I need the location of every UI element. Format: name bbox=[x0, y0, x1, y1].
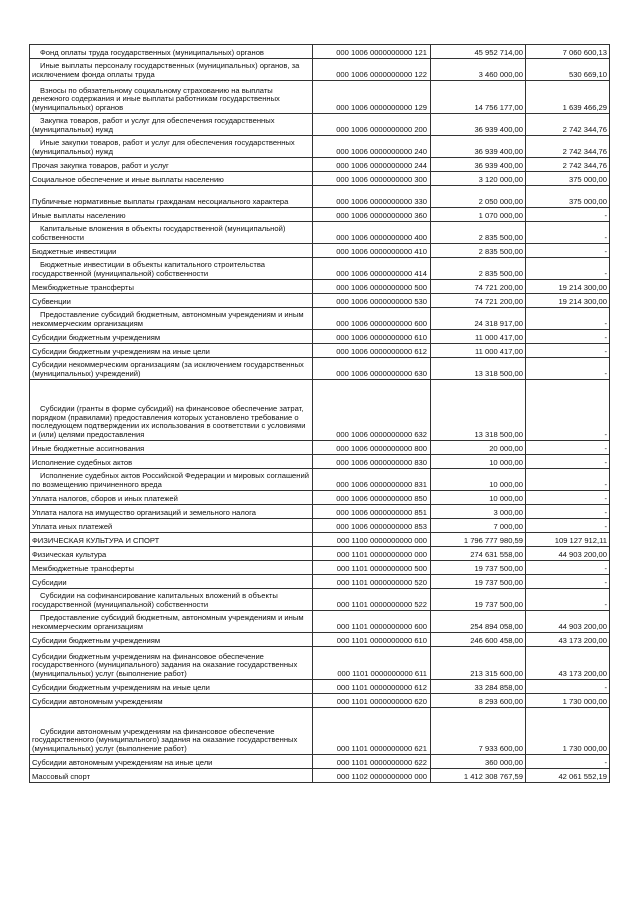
budget-code-cell: 000 1100 0000000000 000 bbox=[313, 533, 431, 547]
table-row bbox=[30, 575, 610, 589]
approved-amount-cell: 213 315 600,00 bbox=[431, 647, 526, 680]
budget-code-cell: 000 1101 0000000000 610 bbox=[313, 633, 431, 647]
row-name-cell: Межбюджетные трансферты bbox=[30, 561, 313, 575]
table-row bbox=[30, 455, 610, 469]
approved-amount-cell: 2 835 500,00 bbox=[431, 258, 526, 280]
table-row bbox=[30, 769, 610, 783]
executed-amount-cell: 19 214 300,00 bbox=[526, 280, 610, 294]
approved-amount-cell: 14 756 177,00 bbox=[431, 81, 526, 114]
budget-expenditure-table bbox=[29, 44, 610, 783]
budget-code-cell: 000 1006 0000000000 414 bbox=[313, 258, 431, 280]
executed-amount-cell: - bbox=[526, 308, 610, 330]
approved-amount-cell: 2 050 000,00 bbox=[431, 186, 526, 208]
table-row bbox=[30, 547, 610, 561]
budget-code-cell: 000 1006 0000000000 129 bbox=[313, 81, 431, 114]
table-row bbox=[30, 611, 610, 633]
row-name-cell: Прочая закупка товаров, работ и услуг bbox=[30, 158, 313, 172]
table-row bbox=[30, 222, 610, 244]
executed-amount-cell: - bbox=[526, 469, 610, 491]
approved-amount-cell: 1 412 308 767,59 bbox=[431, 769, 526, 783]
approved-amount-cell: 36 939 400,00 bbox=[431, 136, 526, 158]
executed-amount-cell: - bbox=[526, 330, 610, 344]
budget-code-cell: 000 1006 0000000000 853 bbox=[313, 519, 431, 533]
table-row bbox=[30, 330, 610, 344]
executed-amount-cell: 109 127 912,11 bbox=[526, 533, 610, 547]
table-row bbox=[30, 533, 610, 547]
executed-amount-cell: - bbox=[526, 358, 610, 380]
table-row bbox=[30, 45, 610, 59]
budget-code-cell: 000 1006 0000000000 530 bbox=[313, 294, 431, 308]
executed-amount-cell: - bbox=[526, 380, 610, 441]
budget-code-cell: 000 1006 0000000000 851 bbox=[313, 505, 431, 519]
budget-code-cell: 000 1006 0000000000 830 bbox=[313, 455, 431, 469]
budget-code-cell: 000 1101 0000000000 500 bbox=[313, 561, 431, 575]
budget-code-cell: 000 1006 0000000000 330 bbox=[313, 186, 431, 208]
row-name-cell: Иные выплаты населению bbox=[30, 208, 313, 222]
budget-code-cell: 000 1006 0000000000 244 bbox=[313, 158, 431, 172]
executed-amount-cell: 2 742 344,76 bbox=[526, 158, 610, 172]
budget-code-cell: 000 1006 0000000000 831 bbox=[313, 469, 431, 491]
executed-amount-cell: - bbox=[526, 244, 610, 258]
row-name-cell: Уплата иных платежей bbox=[30, 519, 313, 533]
table-row bbox=[30, 258, 610, 280]
budget-code-cell: 000 1006 0000000000 610 bbox=[313, 330, 431, 344]
executed-amount-cell: - bbox=[526, 589, 610, 611]
approved-amount-cell: 1 796 777 980,59 bbox=[431, 533, 526, 547]
executed-amount-cell: 42 061 552,19 bbox=[526, 769, 610, 783]
table-row bbox=[30, 505, 610, 519]
executed-amount-cell: - bbox=[526, 441, 610, 455]
row-name-cell: Социальное обеспечение и иные выплаты населению bbox=[30, 172, 313, 186]
row-name-cell: Субсидии бюджетным учреждениям bbox=[30, 633, 313, 647]
budget-code-cell: 000 1006 0000000000 400 bbox=[313, 222, 431, 244]
executed-amount-cell: 1 639 466,29 bbox=[526, 81, 610, 114]
row-name-cell: Субсидии на софинансирование капитальных вложений в объекты государственной (муниципальной) собственности bbox=[30, 589, 313, 611]
approved-amount-cell: 36 939 400,00 bbox=[431, 158, 526, 172]
row-name-cell: Публичные нормативные выплаты гражданам несоциального характера bbox=[30, 186, 313, 208]
approved-amount-cell: 24 318 917,00 bbox=[431, 308, 526, 330]
row-name-cell: Субсидии автономным учреждениям на финансовое обеспечение государственного (муниципального) задания на оказание государственных (муниципальных) услуг (выполнение работ) bbox=[30, 708, 313, 755]
table-row bbox=[30, 208, 610, 222]
row-name-cell: Уплата налогов, сборов и иных платежей bbox=[30, 491, 313, 505]
approved-amount-cell: 8 293 600,00 bbox=[431, 694, 526, 708]
row-name-cell: Субвенции bbox=[30, 294, 313, 308]
row-name-cell: Закупка товаров, работ и услуг для обеспечения государственных (муниципальных) нужд bbox=[30, 114, 313, 136]
approved-amount-cell: 254 894 058,00 bbox=[431, 611, 526, 633]
executed-amount-cell: 19 214 300,00 bbox=[526, 294, 610, 308]
executed-amount-cell: - bbox=[526, 505, 610, 519]
table-row bbox=[30, 633, 610, 647]
budget-code-cell: 000 1006 0000000000 850 bbox=[313, 491, 431, 505]
row-name-cell: Взносы по обязательному социальному страхованию на выплаты денежного содержания и иные выплаты работникам государственных (муниципальных) органов bbox=[30, 81, 313, 114]
table-row bbox=[30, 694, 610, 708]
table-row bbox=[30, 519, 610, 533]
executed-amount-cell: - bbox=[526, 455, 610, 469]
table-row bbox=[30, 680, 610, 694]
executed-amount-cell: - bbox=[526, 519, 610, 533]
approved-amount-cell: 19 737 500,00 bbox=[431, 561, 526, 575]
approved-amount-cell: 19 737 500,00 bbox=[431, 589, 526, 611]
approved-amount-cell: 13 318 500,00 bbox=[431, 358, 526, 380]
executed-amount-cell: 2 742 344,76 bbox=[526, 114, 610, 136]
executed-amount-cell: 43 173 200,00 bbox=[526, 633, 610, 647]
executed-amount-cell: - bbox=[526, 258, 610, 280]
approved-amount-cell: 74 721 200,00 bbox=[431, 280, 526, 294]
budget-code-cell: 000 1006 0000000000 360 bbox=[313, 208, 431, 222]
row-name-cell: Уплата налога на имущество организаций и земельного налога bbox=[30, 505, 313, 519]
approved-amount-cell: 36 939 400,00 bbox=[431, 114, 526, 136]
approved-amount-cell: 2 835 500,00 bbox=[431, 244, 526, 258]
budget-code-cell: 000 1006 0000000000 122 bbox=[313, 59, 431, 81]
approved-amount-cell: 13 318 500,00 bbox=[431, 380, 526, 441]
budget-code-cell: 000 1101 0000000000 520 bbox=[313, 575, 431, 589]
budget-code-cell: 000 1006 0000000000 600 bbox=[313, 308, 431, 330]
table-row bbox=[30, 114, 610, 136]
executed-amount-cell: 375 000,00 bbox=[526, 172, 610, 186]
executed-amount-cell: 530 669,10 bbox=[526, 59, 610, 81]
executed-amount-cell: - bbox=[526, 491, 610, 505]
table-body bbox=[30, 45, 610, 783]
budget-code-cell: 000 1101 0000000000 621 bbox=[313, 708, 431, 755]
approved-amount-cell: 74 721 200,00 bbox=[431, 294, 526, 308]
approved-amount-cell: 7 000,00 bbox=[431, 519, 526, 533]
approved-amount-cell: 246 600 458,00 bbox=[431, 633, 526, 647]
row-name-cell: Иные закупки товаров, работ и услуг для обеспечения государственных (муниципальных) нужд bbox=[30, 136, 313, 158]
executed-amount-cell: 1 730 000,00 bbox=[526, 708, 610, 755]
budget-code-cell: 000 1006 0000000000 630 bbox=[313, 358, 431, 380]
budget-code-cell: 000 1006 0000000000 121 bbox=[313, 45, 431, 59]
table-row bbox=[30, 441, 610, 455]
approved-amount-cell: 19 737 500,00 bbox=[431, 575, 526, 589]
budget-code-cell: 000 1006 0000000000 300 bbox=[313, 172, 431, 186]
table-row bbox=[30, 491, 610, 505]
approved-amount-cell: 1 070 000,00 bbox=[431, 208, 526, 222]
row-name-cell: Предоставление субсидий бюджетным, автономным учреждениям и иным некоммерческим организациям bbox=[30, 308, 313, 330]
row-name-cell: Исполнение судебных актов Российской Федерации и мировых соглашений по возмещению причиненного вреда bbox=[30, 469, 313, 491]
executed-amount-cell: 375 000,00 bbox=[526, 186, 610, 208]
row-name-cell: Предоставление субсидий бюджетным, автономным учреждениям и иным некоммерческим организациям bbox=[30, 611, 313, 633]
approved-amount-cell: 2 835 500,00 bbox=[431, 222, 526, 244]
budget-code-cell: 000 1006 0000000000 200 bbox=[313, 114, 431, 136]
table-row bbox=[30, 186, 610, 208]
table-row bbox=[30, 589, 610, 611]
budget-code-cell: 000 1006 0000000000 240 bbox=[313, 136, 431, 158]
row-name-cell: Исполнение судебных актов bbox=[30, 455, 313, 469]
row-name-cell: Субсидии автономным учреждениям bbox=[30, 694, 313, 708]
budget-code-cell: 000 1006 0000000000 500 bbox=[313, 280, 431, 294]
budget-code-cell: 000 1101 0000000000 620 bbox=[313, 694, 431, 708]
executed-amount-cell: 7 060 600,13 bbox=[526, 45, 610, 59]
row-name-cell: Иные бюджетные ассигнования bbox=[30, 441, 313, 455]
executed-amount-cell: - bbox=[526, 344, 610, 358]
row-name-cell: Бюджетные инвестиции bbox=[30, 244, 313, 258]
row-name-cell: Фонд оплаты труда государственных (муниципальных) органов bbox=[30, 45, 313, 59]
table-row bbox=[30, 358, 610, 380]
budget-code-cell: 000 1101 0000000000 522 bbox=[313, 589, 431, 611]
budget-code-cell: 000 1006 0000000000 612 bbox=[313, 344, 431, 358]
table-row bbox=[30, 755, 610, 769]
budget-code-cell: 000 1102 0000000000 000 bbox=[313, 769, 431, 783]
table-row bbox=[30, 647, 610, 680]
executed-amount-cell: 2 742 344,76 bbox=[526, 136, 610, 158]
table-row bbox=[30, 469, 610, 491]
table-row bbox=[30, 81, 610, 114]
row-name-cell: Субсидии некоммерческим организациям (за исключением государственных (муниципальных) учреждений) bbox=[30, 358, 313, 380]
row-name-cell: Субсидии bbox=[30, 575, 313, 589]
approved-amount-cell: 11 000 417,00 bbox=[431, 344, 526, 358]
table-row bbox=[30, 561, 610, 575]
row-name-cell: Физическая культура bbox=[30, 547, 313, 561]
row-name-cell: Субсидии (гранты в форме субсидий) на финансовое обеспечение затрат, порядком (правилами) предоставления которых установлено требование о последующем подтверждении их использования в соответствии с условиями и (или) целями предоставления bbox=[30, 380, 313, 441]
row-name-cell: Субсидии бюджетным учреждениям bbox=[30, 330, 313, 344]
executed-amount-cell: - bbox=[526, 680, 610, 694]
budget-code-cell: 000 1006 0000000000 410 bbox=[313, 244, 431, 258]
table-row bbox=[30, 158, 610, 172]
approved-amount-cell: 33 284 858,00 bbox=[431, 680, 526, 694]
row-name-cell: Межбюджетные трансферты bbox=[30, 280, 313, 294]
approved-amount-cell: 11 000 417,00 bbox=[431, 330, 526, 344]
table-row bbox=[30, 244, 610, 258]
table-row bbox=[30, 708, 610, 755]
table-row bbox=[30, 59, 610, 81]
table-row bbox=[30, 344, 610, 358]
approved-amount-cell: 3 000,00 bbox=[431, 505, 526, 519]
executed-amount-cell: 43 173 200,00 bbox=[526, 647, 610, 680]
executed-amount-cell: 44 903 200,00 bbox=[526, 547, 610, 561]
row-name-cell: Массовый спорт bbox=[30, 769, 313, 783]
budget-code-cell: 000 1101 0000000000 000 bbox=[313, 547, 431, 561]
approved-amount-cell: 3 120 000,00 bbox=[431, 172, 526, 186]
executed-amount-cell: - bbox=[526, 575, 610, 589]
executed-amount-cell: 44 903 200,00 bbox=[526, 611, 610, 633]
approved-amount-cell: 360 000,00 bbox=[431, 755, 526, 769]
budget-code-cell: 000 1101 0000000000 612 bbox=[313, 680, 431, 694]
row-name-cell: Капитальные вложения в объекты государственной (муниципальной) собственности bbox=[30, 222, 313, 244]
budget-code-cell: 000 1101 0000000000 611 bbox=[313, 647, 431, 680]
row-name-cell: Бюджетные инвестиции в объекты капитального строительства государственной (муниципальной) собственности bbox=[30, 258, 313, 280]
row-name-cell: Иные выплаты персоналу государственных (муниципальных) органов, за исключением фонда оплаты труда bbox=[30, 59, 313, 81]
executed-amount-cell: - bbox=[526, 222, 610, 244]
row-name-cell: Субсидии бюджетным учреждениям на иные цели bbox=[30, 344, 313, 358]
budget-report-page bbox=[29, 44, 609, 783]
row-name-cell: Субсидии бюджетным учреждениям на иные цели bbox=[30, 680, 313, 694]
table-row bbox=[30, 380, 610, 441]
approved-amount-cell: 45 952 714,00 bbox=[431, 45, 526, 59]
table-row bbox=[30, 280, 610, 294]
approved-amount-cell: 20 000,00 bbox=[431, 441, 526, 455]
executed-amount-cell: - bbox=[526, 561, 610, 575]
row-name-cell: Субсидии бюджетным учреждениям на финансовое обеспечение государственного (муниципального) задания на оказание государственных (муниципальных) услуг (выполнение работ) bbox=[30, 647, 313, 680]
table-row bbox=[30, 294, 610, 308]
approved-amount-cell: 3 460 000,00 bbox=[431, 59, 526, 81]
budget-code-cell: 000 1101 0000000000 622 bbox=[313, 755, 431, 769]
budget-code-cell: 000 1101 0000000000 600 bbox=[313, 611, 431, 633]
executed-amount-cell: - bbox=[526, 208, 610, 222]
executed-amount-cell: 1 730 000,00 bbox=[526, 694, 610, 708]
table-row bbox=[30, 136, 610, 158]
approved-amount-cell: 274 631 558,00 bbox=[431, 547, 526, 561]
row-name-cell: ФИЗИЧЕСКАЯ КУЛЬТУРА И СПОРТ bbox=[30, 533, 313, 547]
table-row bbox=[30, 172, 610, 186]
approved-amount-cell: 10 000,00 bbox=[431, 491, 526, 505]
table-row bbox=[30, 308, 610, 330]
approved-amount-cell: 10 000,00 bbox=[431, 469, 526, 491]
approved-amount-cell: 10 000,00 bbox=[431, 455, 526, 469]
budget-code-cell: 000 1006 0000000000 632 bbox=[313, 380, 431, 441]
row-name-cell: Субсидии автономным учреждениям на иные цели bbox=[30, 755, 313, 769]
executed-amount-cell: - bbox=[526, 755, 610, 769]
budget-code-cell: 000 1006 0000000000 800 bbox=[313, 441, 431, 455]
approved-amount-cell: 7 933 600,00 bbox=[431, 708, 526, 755]
